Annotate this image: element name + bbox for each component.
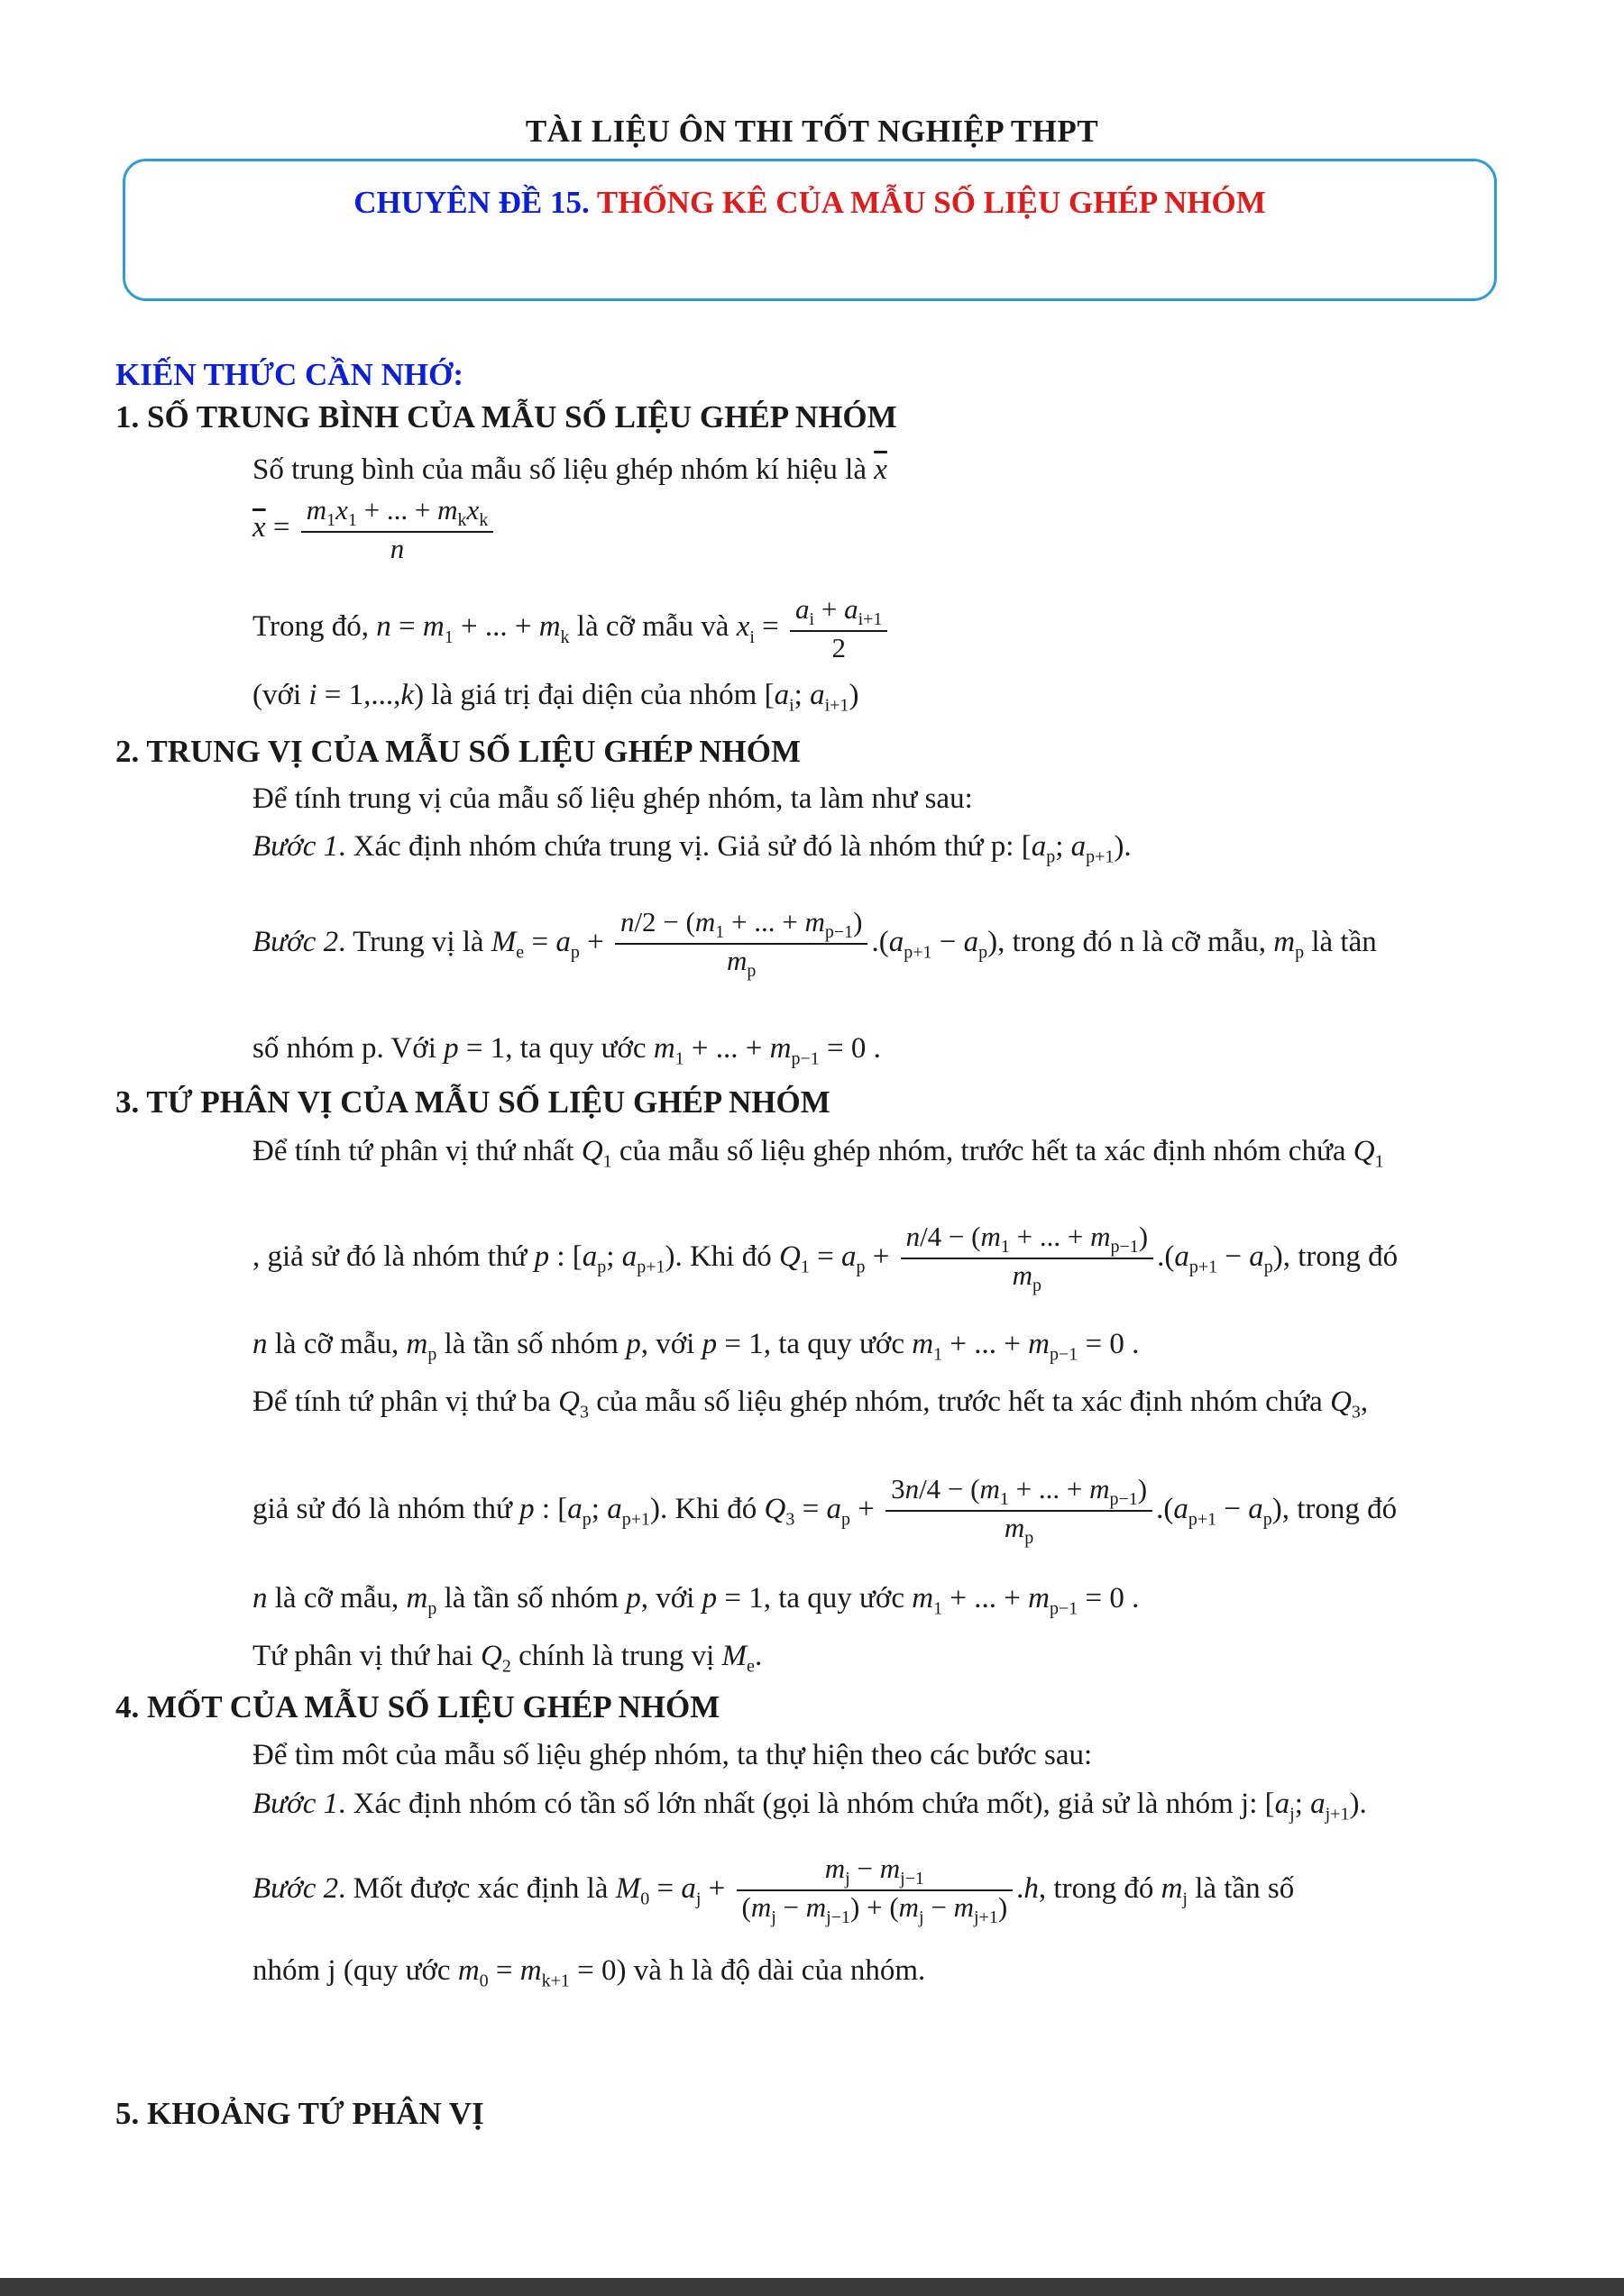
s3-q2-line: Tứ phân vị thứ hai $Q_2$ chính là trung vị $M_e$. — [252, 1640, 763, 1677]
s4-step2: Bước 2. Mốt được xác định là $M_0 = a_j$ + $\frac{m_j - m_{j-1}}{(m_j - m_{j-1}) + (m_j - m_{j+1})}$ .h, trong đó $m_j$ là tần số — [252, 1852, 1295, 1928]
s1-line3: (với i = 1,...,k) là giá trị đại diện của nhóm [$a_i$; $a_{i+1}$) — [252, 679, 859, 716]
s2-line-end: số nhóm p. Với p = 1, ta quy ước $m_1$ + ... + $m_{p-1} = 0$ . — [252, 1032, 881, 1069]
section-3-heading: 3. TỨ PHÂN VỊ CỦA MẪU SỐ LIỆU GHÉP NHÓM — [115, 1084, 830, 1120]
s3-q1-intro: Để tính tứ phân vị thứ nhất $Q_1$ của mẫu số liệu ghép nhóm, trước hết ta xác định nhóm chứa $Q_1$ — [252, 1135, 1384, 1172]
s2-line1: Để tính trung vị của mẫu số liệu ghép nhóm, ta làm như sau: — [252, 782, 973, 815]
bottom-border — [0, 2278, 1624, 2296]
section-2-heading: 2. TRUNG VỊ CỦA MẪU SỐ LIỆU GHÉP NHÓM — [115, 734, 802, 769]
document-title: TÀI LIỆU ÔN THI TỐT NGHIỆP THPT — [525, 114, 1099, 149]
s1-line2: Trong đó, $n = m_1$ + ... + $m_k$ là cỡ mẫu và $x_i$ = $\frac{a_i + a_{i+1}}{2}$ — [252, 593, 891, 664]
topic-title — [125, 185, 1494, 221]
s2-step2: Bước 2. Trung vị là $M_e = a_p$ + $\frac{n/2 - (m_1 + ... + m_{p-1})}{m_p}$ $.(a_{p+1} - a_p)$, trong đó n là cỡ mẫu, $m_p$ là tần — [252, 906, 1377, 982]
s1-line1: Số trung bình của mẫu số liệu ghép nhóm kí hiệu là $\overline{x}$ — [252, 453, 887, 486]
s3-q3-intro: Để tính tứ phân vị thứ ba $Q_3$ của mẫu số liệu ghép nhóm, trước hết ta xác định nhóm chứa $Q_3$, — [252, 1386, 1369, 1422]
s3-q3-formula: giả sử đó là nhóm thứ p : [$a_p$; $a_{p+1}$). Khi đó $Q_3 = a_p$ + $\frac{3n/4 - (m_1 + ... + m_{p-1})}{m_p}$ $.(a_{p+1} - a_p)$, trong đó — [252, 1473, 1398, 1549]
s1-mean-formula: $\overline{x}$ = $\frac{m_1x_1 + ... + m_kx_k}{n}$ — [252, 494, 497, 565]
kien-thuc-heading: KIẾN THỨC CẦN NHỚ: — [115, 357, 463, 392]
topic-prefix: CHUYÊN ĐỀ 15. — [353, 185, 590, 220]
s4-line1: Để tìm môt của mẫu số liệu ghép nhóm, ta thự hiện theo các bước sau: — [252, 1739, 1093, 1771]
s4-line-end: nhóm j (quy ước $m_0 = m_{k+1} = 0$) và h là độ dài của nhóm. — [252, 1954, 926, 1991]
section-1-heading: 1. SỐ TRUNG BÌNH CỦA MẪU SỐ LIỆU GHÉP NHÓM — [115, 399, 897, 435]
s4-step1: Bước 1. Xác định nhóm có tần số lớn nhất (gọi là nhóm chứa mốt), giả sử là nhóm j: [$a_j$; $a_{j+1}$). — [252, 1788, 1367, 1825]
s3-q1-formula: , giả sử đó là nhóm thứ p : [$a_p$; $a_{p+1}$). Khi đó $Q_1 = a_p$ + $\frac{n/4 - (m_1 + ... + m_{p-1})}{m_p}$ $.(a_{p+1} - a_p)$, trong đó — [252, 1221, 1399, 1296]
s3-q1-line3: n là cỡ mẫu, $m_p$ là tần số nhóm p, với p = 1, ta quy ước $m_1$ + ... + $m_{p-1} = 0$ . — [252, 1328, 1140, 1365]
s3-q3-line3: n là cỡ mẫu, $m_p$ là tần số nhóm p, với p = 1, ta quy ước $m_1$ + ... + $m_{p-1} = 0$ . — [252, 1582, 1140, 1619]
topic-box — [123, 159, 1497, 301]
section-4-heading: 4. MỐT CỦA MẪU SỐ LIỆU GHÉP NHÓM — [115, 1689, 720, 1724]
s2-step1: Bước 1. Xác định nhóm chứa trung vị. Giả sử đó là nhóm thứ p: [$a_p$; $a_{p+1}$). — [252, 830, 1132, 867]
topic-name: THỐNG KÊ CỦA MẪU SỐ LIỆU GHÉP NHÓM — [596, 185, 1266, 220]
section-5-heading: 5. KHOẢNG TỨ PHÂN VỊ — [115, 2096, 484, 2131]
